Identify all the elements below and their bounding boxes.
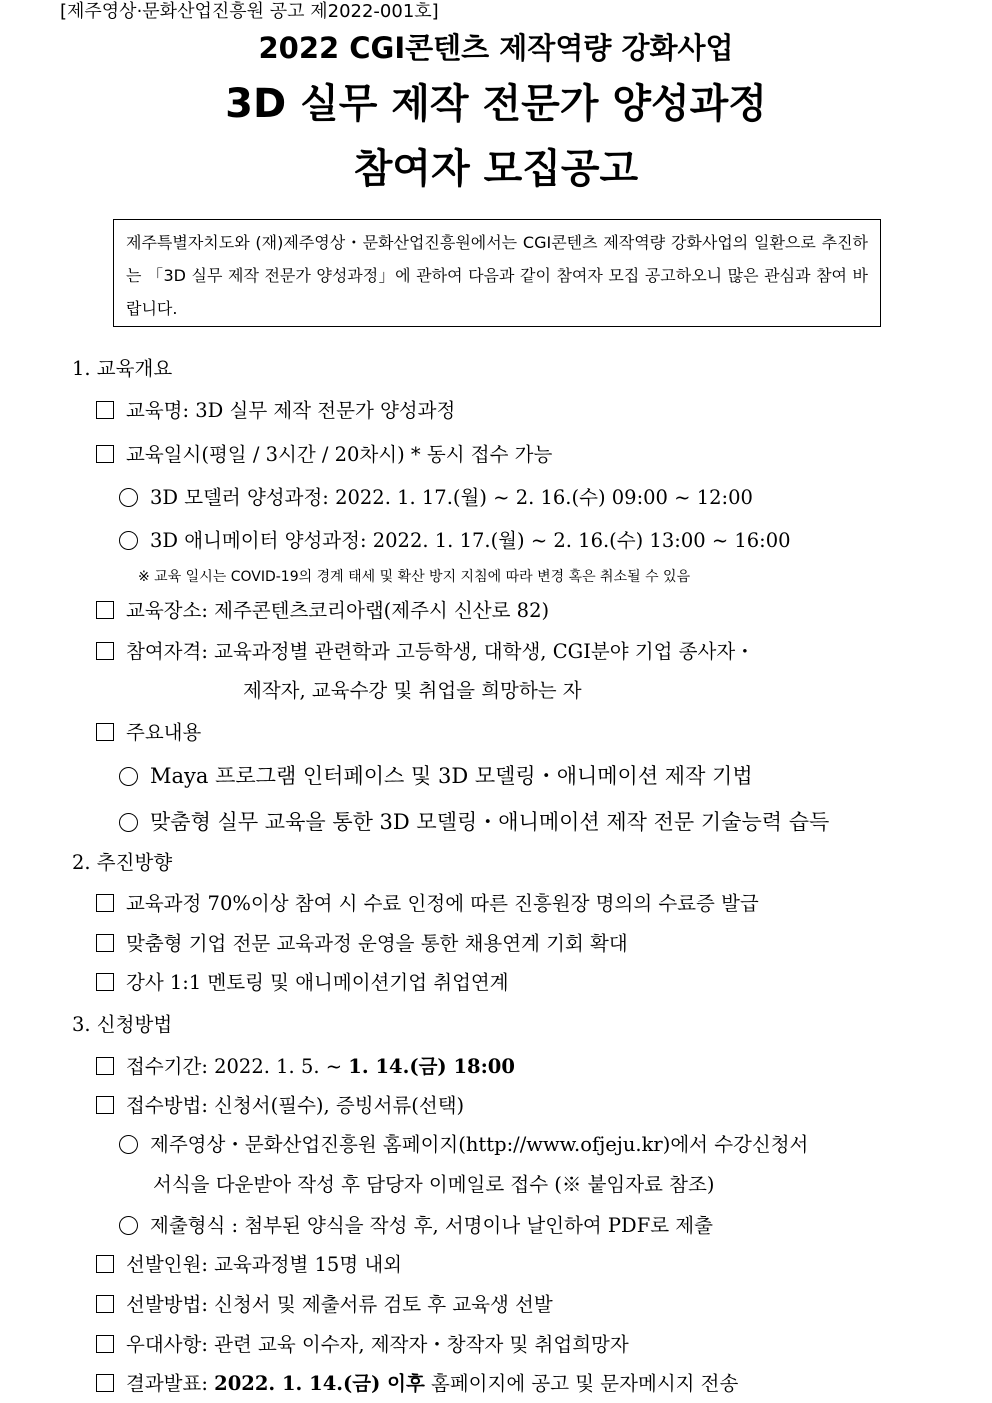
result-date: 2022. 1. 14.(금) 이후 [214, 1372, 425, 1395]
intro-text: 제주특별자치도와 (재)제주영상・문화산업진흥원에서는 CGI콘텐츠 제작역량 강화사업의 일환으로 추진하는 「3D 실무 제작 전문가 양성과정」에 관하여 다음과 같이 참여자 모집 공고하오니 많은 관심과 참여 바랍니다. [126, 233, 868, 318]
list-item: 교육장소: 제주콘텐츠코리아랩(제주시 신산로 82) [96, 596, 549, 626]
list-item: 접수기간: 2022. 1. 5. ~ 1. 14.(금) 18:00 [96, 1052, 515, 1082]
list-item: 교육일시(평일 / 3시간 / 20차시) * 동시 접수 가능 [96, 440, 552, 470]
list-item-continuation: 제작자, 교육수강 및 취업을 희망하는 자 [243, 679, 582, 702]
square-bullet-icon [96, 894, 114, 912]
title-program: 2022 CGI콘텐츠 제작역량 강화사업 [258, 31, 734, 65]
title-recruitment: 참여자 모집공고 [353, 146, 639, 192]
square-bullet-icon [96, 401, 114, 419]
list-item: 선발인원: 교육과정별 15명 내외 [96, 1250, 402, 1280]
list-item: 3D 애니메이터 양성과정: 2022. 1. 17.(월) ~ 2. 16.(수) 13:00 ~ 16:00 [119, 526, 791, 556]
list-item: 맞춤형 실무 교육을 통한 3D 모델링・애니메이션 제작 전문 기술능력 습득 [119, 807, 829, 837]
square-bullet-icon [96, 1295, 114, 1313]
list-item-continuation: 서식을 다운받아 작성 후 담당자 이메일로 접수 (※ 붙임자료 참조) [153, 1173, 715, 1196]
list-item: 주요내용 [96, 718, 201, 748]
notice-number: [제주영상·문화산업진흥원 공고 제2022-001호] [60, 1, 439, 22]
circle-bullet-icon [119, 813, 138, 832]
circle-bullet-icon [119, 1135, 138, 1154]
circle-bullet-icon [119, 531, 138, 550]
list-item: Maya 프로그램 인터페이스 및 3D 모델링・애니메이션 제작 기법 [119, 761, 753, 791]
section-heading: 2. 추진방향 [72, 851, 173, 874]
square-bullet-icon [96, 1335, 114, 1353]
square-bullet-icon [96, 973, 114, 991]
list-item: 맞춤형 기업 전문 교육과정 운영을 통한 채용연계 기회 확대 [96, 929, 628, 959]
list-item: 제주영상・문화산업진흥원 홈페이지(http://www.ofjeju.kr)에서 수강신청서 [119, 1130, 808, 1160]
square-bullet-icon [96, 642, 114, 660]
section-heading: 1. 교육개요 [72, 357, 173, 380]
list-item: 강사 1:1 멘토링 및 애니메이션기업 취업연계 [96, 968, 509, 998]
list-item: 참여자격: 교육과정별 관련학과 고등학생, 대학생, CGI분야 기업 종사자・ [96, 637, 755, 667]
square-bullet-icon [96, 934, 114, 952]
list-item: 교육과정 70%이상 참여 시 수료 인정에 따른 진흥원장 명의의 수료증 발급 [96, 889, 759, 919]
title-course: 3D 실무 제작 전문가 양성과정 [225, 81, 767, 127]
list-item: 제출형식 : 첨부된 양식을 작성 후, 서명이나 날인하여 PDF로 제출 [119, 1211, 713, 1241]
circle-bullet-icon [119, 767, 138, 786]
list-item: 3D 모델러 양성과정: 2022. 1. 17.(월) ~ 2. 16.(수) 09:00 ~ 12:00 [119, 483, 753, 513]
list-item: 결과발표: 2022. 1. 14.(금) 이후 홈페이지에 공고 및 문자메시지 전송 [96, 1369, 738, 1399]
list-item: 교육명: 3D 실무 제작 전문가 양성과정 [96, 396, 455, 426]
square-bullet-icon [96, 723, 114, 741]
square-bullet-icon [96, 1374, 114, 1392]
square-bullet-icon [96, 445, 114, 463]
list-item: 선발방법: 신청서 및 제출서류 검토 후 교육생 선발 [96, 1290, 553, 1320]
list-item: 접수방법: 신청서(필수), 증빙서류(선택) [96, 1091, 464, 1121]
square-bullet-icon [96, 601, 114, 619]
deadline: 1. 14.(금) 18:00 [348, 1055, 515, 1078]
circle-bullet-icon [119, 488, 138, 507]
square-bullet-icon [96, 1057, 114, 1075]
square-bullet-icon [96, 1096, 114, 1114]
circle-bullet-icon [119, 1216, 138, 1235]
list-item: 우대사항: 관련 교육 이수자, 제작자・창작자 및 취업희망자 [96, 1330, 629, 1360]
intro-box [113, 219, 881, 327]
square-bullet-icon [96, 1255, 114, 1273]
section-heading: 3. 신청방법 [72, 1013, 173, 1036]
note: ※ 교육 일시는 COVID-19의 경계 태세 및 확산 방지 지침에 따라 변경 혹은 취소될 수 있음 [138, 569, 691, 585]
